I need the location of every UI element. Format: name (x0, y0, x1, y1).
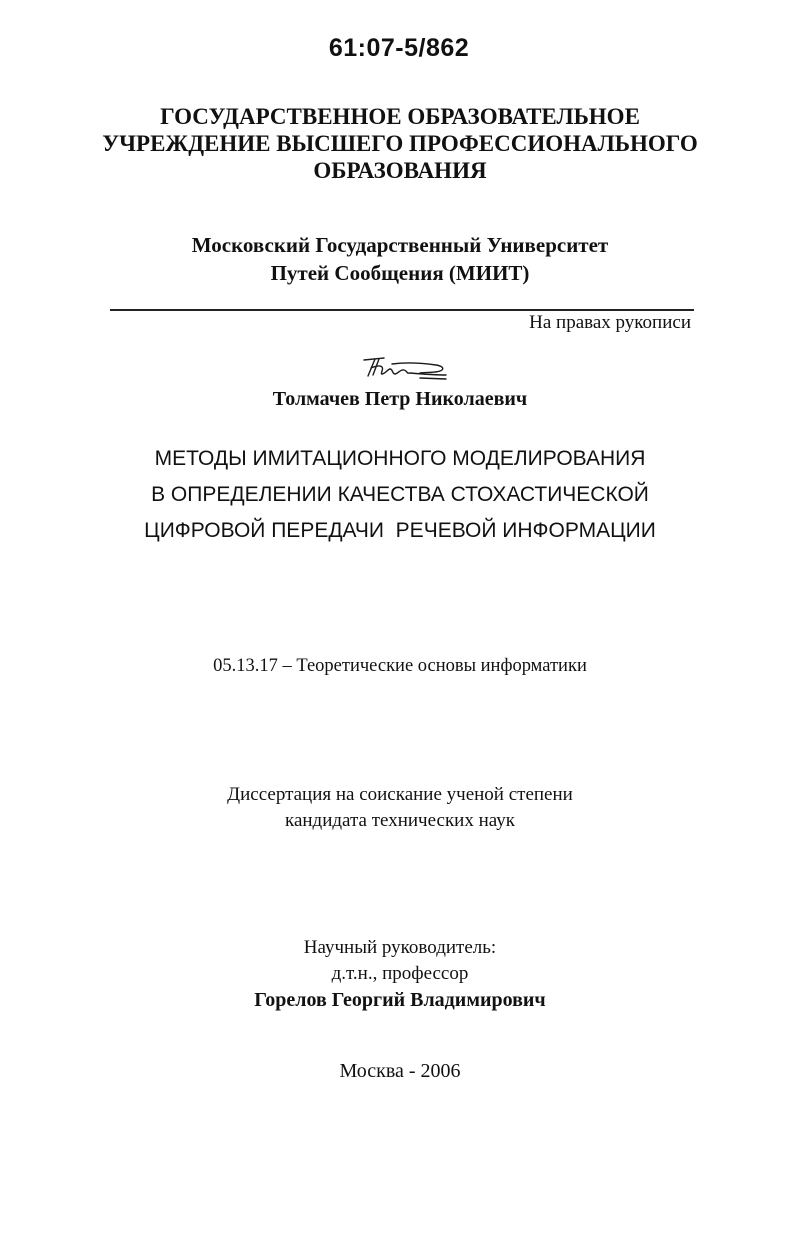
thesis-title-line: МЕТОДЫ ИМИТАЦИОННОГО МОДЕЛИРОВАНИЯ (154, 447, 646, 470)
degree-statement (60, 782, 740, 834)
supervisor-title: д.т.н., профессор (331, 963, 469, 984)
thesis-title (60, 441, 740, 549)
university-name (60, 231, 740, 287)
university-line: Путей Сообщения (МИИТ) (270, 261, 530, 285)
supervisor-label: Научный руководитель: (303, 937, 497, 958)
institution-heading (60, 103, 740, 184)
institution-line: ОБРАЗОВАНИЯ (313, 158, 487, 183)
catalog-number: 61:07-5/862 (328, 34, 470, 62)
thesis-title-line: В ОПРЕДЕЛЕНИИ КАЧЕСТВА СТОХАСТИЧЕСКОЙ (151, 483, 649, 506)
specialty-code: 05.13.17 – Теоретические основы информатики (213, 656, 587, 676)
supervisor-block (60, 935, 740, 1013)
institution-line: УЧРЕЖДЕНИЕ ВЫСШЕГО ПРОФЕССИОНАЛЬНОГО (102, 131, 698, 156)
thesis-title-line: ЦИФРОВОЙ ПЕРЕДАЧИ РЕЧЕВОЙ ИНФОРМАЦИИ (144, 519, 656, 542)
manuscript-note: На правах рукописи (529, 312, 691, 333)
degree-line: Диссертация на соискание ученой степени (227, 784, 573, 805)
header-divider (110, 309, 694, 311)
degree-line: кандидата технических наук (285, 810, 515, 831)
university-line: Московский Государственный Университет (191, 233, 609, 257)
institution-line: ГОСУДАРСТВЕННОЕ ОБРАЗОВАТЕЛЬНОЕ (160, 104, 640, 129)
supervisor-name: Горелов Георгий Владимирович (254, 989, 546, 1011)
signature-icon (362, 354, 448, 382)
city-year: Москва - 2006 (339, 1060, 461, 1082)
author-name: Толмачев Петр Николаевич (272, 388, 528, 410)
